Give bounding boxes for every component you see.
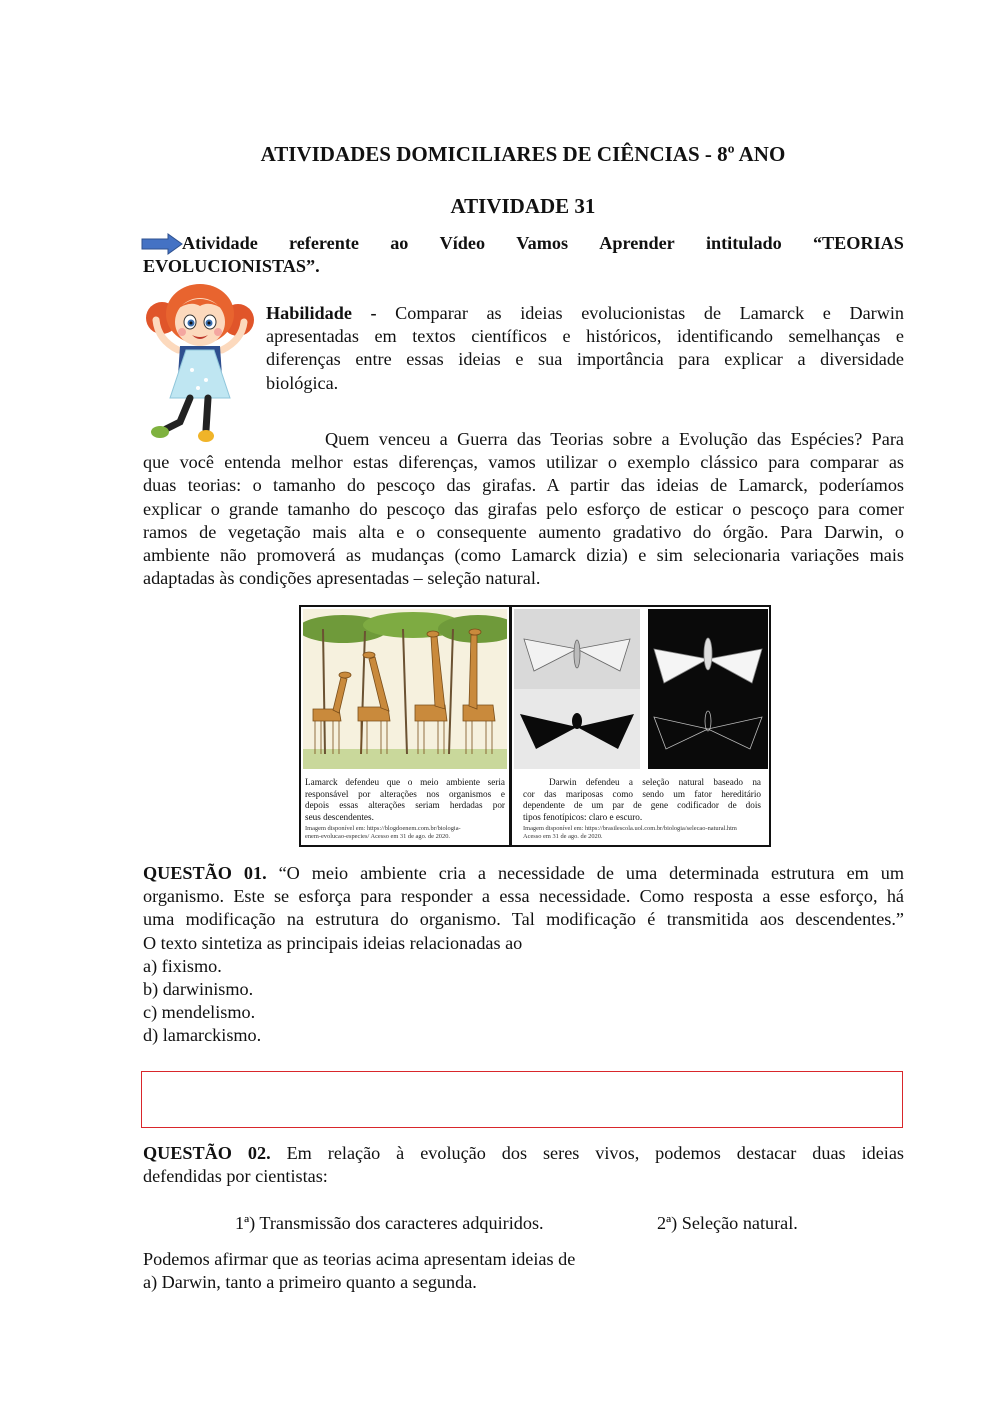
paragraph-line: explicar o grande tamanho do pescoço das girafas pelo esforço de esticar o pescoço para comer: [143, 498, 904, 519]
caption-line: Lamarck defendeu que o meio ambiente seria: [305, 777, 505, 787]
skill-line-1: [266, 302, 904, 325]
question-1: [143, 862, 904, 1048]
figure-divider: [509, 607, 512, 845]
darwin-caption: [523, 777, 761, 841]
caption-line: seus descendentes.: [305, 811, 374, 822]
paragraph-line: ramos de vegetação mais alta e o consequente aumento gradativo do órgão. Para Darwin, o: [143, 521, 904, 542]
intro-word: Vamos: [516, 233, 569, 253]
answer-box[interactable]: [141, 1071, 903, 1128]
skill-line-3: diferenças entre essas ideias e sua importância para explicar a diversidade: [266, 349, 904, 370]
intro-paragraph: [143, 428, 904, 590]
skill-text: Comparar as ideias evolucionistas de Lamarck e Darwin: [395, 303, 905, 323]
question-line: [143, 862, 904, 885]
skill-line-2: apresentadas em textos científicos e históricos, identificando semelhanças e: [266, 326, 904, 347]
caption-line: dependente de um par de gene codificador de dois: [523, 800, 761, 811]
evolution-figure: [299, 605, 771, 847]
option-a[interactable]: a) Darwin, tanto a primeiro quanto a segunda.: [143, 1272, 477, 1292]
moths-illustration: [514, 609, 768, 769]
paragraph-line: adaptadas às condições apresentadas – seleção natural.: [143, 568, 541, 589]
question-label: QUESTÃO 01.: [143, 863, 267, 883]
caption-source: Acesso em 31 de ago. de 2020.: [523, 833, 603, 841]
question-prompt: O texto sintetiza as principais ideias relacionadas ao: [143, 932, 523, 953]
arrow-right-icon: [141, 233, 183, 255]
intro-line-1: [182, 232, 904, 255]
paragraph-line: duas teorias: o tamanho do pescoço das girafas. A partir das ideias de Lamarck, poderíamos: [143, 475, 904, 496]
intro-word: ao: [390, 233, 409, 253]
girl-illustration: [140, 280, 260, 450]
giraffes-illustration: [303, 609, 507, 769]
caption-source: Imagem disponível em: https://brasilescola.uol.com.br/biologia/selecao-natural.htm: [523, 825, 737, 833]
skill-line-4: biológica.: [266, 372, 339, 393]
skill-block: [266, 302, 904, 395]
option-a[interactable]: a) fixismo.: [143, 955, 222, 976]
option-d[interactable]: d) lamarckismo.: [143, 1025, 262, 1046]
caption-line: tipos fenotípicos: claro e escuro.: [523, 811, 643, 822]
question-2: [143, 1142, 904, 1188]
question-line: organismo. Este se esforça para responder a essa necessidade. Como resposta a esse esforço, há: [143, 886, 904, 907]
intro-word: Aprender: [599, 233, 675, 253]
caption-line: depois essas alterações seriam herdadas por: [305, 800, 505, 811]
intro-word: “TEORIAS: [812, 233, 904, 253]
intro-word: referente: [288, 233, 359, 253]
question-line: uma modificação na estrutura do organismo. Tal modificação é transmitida aos descendentes.”: [143, 909, 904, 930]
lamarck-caption: [305, 777, 505, 841]
question-text: Em relação à evolução dos seres vivos, podemos destacar duas ideias: [286, 1143, 904, 1163]
question-label: QUESTÃO 02.: [143, 1143, 271, 1163]
option-b[interactable]: b) darwinismo.: [143, 979, 254, 1000]
question-line: [143, 1142, 904, 1165]
paragraph-line: ambiente não promoverá as mudanças (como Lamarck dizia) e sim selecionaria variações mais: [143, 545, 904, 566]
intro-word: intitulado: [705, 233, 782, 253]
question-line: defendidas por cientistas:: [143, 1166, 328, 1187]
skill-label: Habilidade -: [266, 303, 377, 323]
caption-line: responsável por alterações nos organismos e: [305, 788, 505, 799]
paragraph-line: que você entenda melhor estas diferenças, vamos utilizar o exemplo clássico para comparar as: [143, 452, 904, 473]
caption-line: cor das mariposas como sendo um fator hereditário: [523, 788, 761, 799]
option-c[interactable]: c) mendelismo.: [143, 1002, 256, 1023]
intro-line-2: EVOLUCIONISTAS”.: [143, 256, 320, 276]
intro-word: Atividade: [182, 233, 258, 253]
idea-1: 1ª) Transmissão dos caracteres adquiridos.: [235, 1213, 544, 1233]
question-prompt: Podemos afirmar que as teorias acima apresentam ideias de: [143, 1249, 576, 1269]
caption-source: Imagem disponível em: https://blogdoenem.com.br/biologia-: [305, 825, 461, 833]
caption-line: Darwin defendeu a seleção natural baseado na: [549, 777, 761, 787]
paragraph-line: Quem venceu a Guerra das Teorias sobre a Evolução das Espécies? Para: [325, 429, 904, 449]
activity-number: ATIVIDADE 31: [450, 194, 596, 218]
idea-2: 2ª) Seleção natural.: [657, 1213, 798, 1233]
caption-source: enem-evolucao-especies/ Acesso em 31 de ago. de 2020.: [305, 833, 450, 841]
page-title: ATIVIDADES DOMICILIARES DE CIÊNCIAS - 8º ANO: [260, 142, 786, 166]
question-text: “O meio ambiente cria a necessidade de uma determinada estrutura em um: [278, 863, 904, 883]
intro-word: Vídeo: [439, 233, 486, 253]
